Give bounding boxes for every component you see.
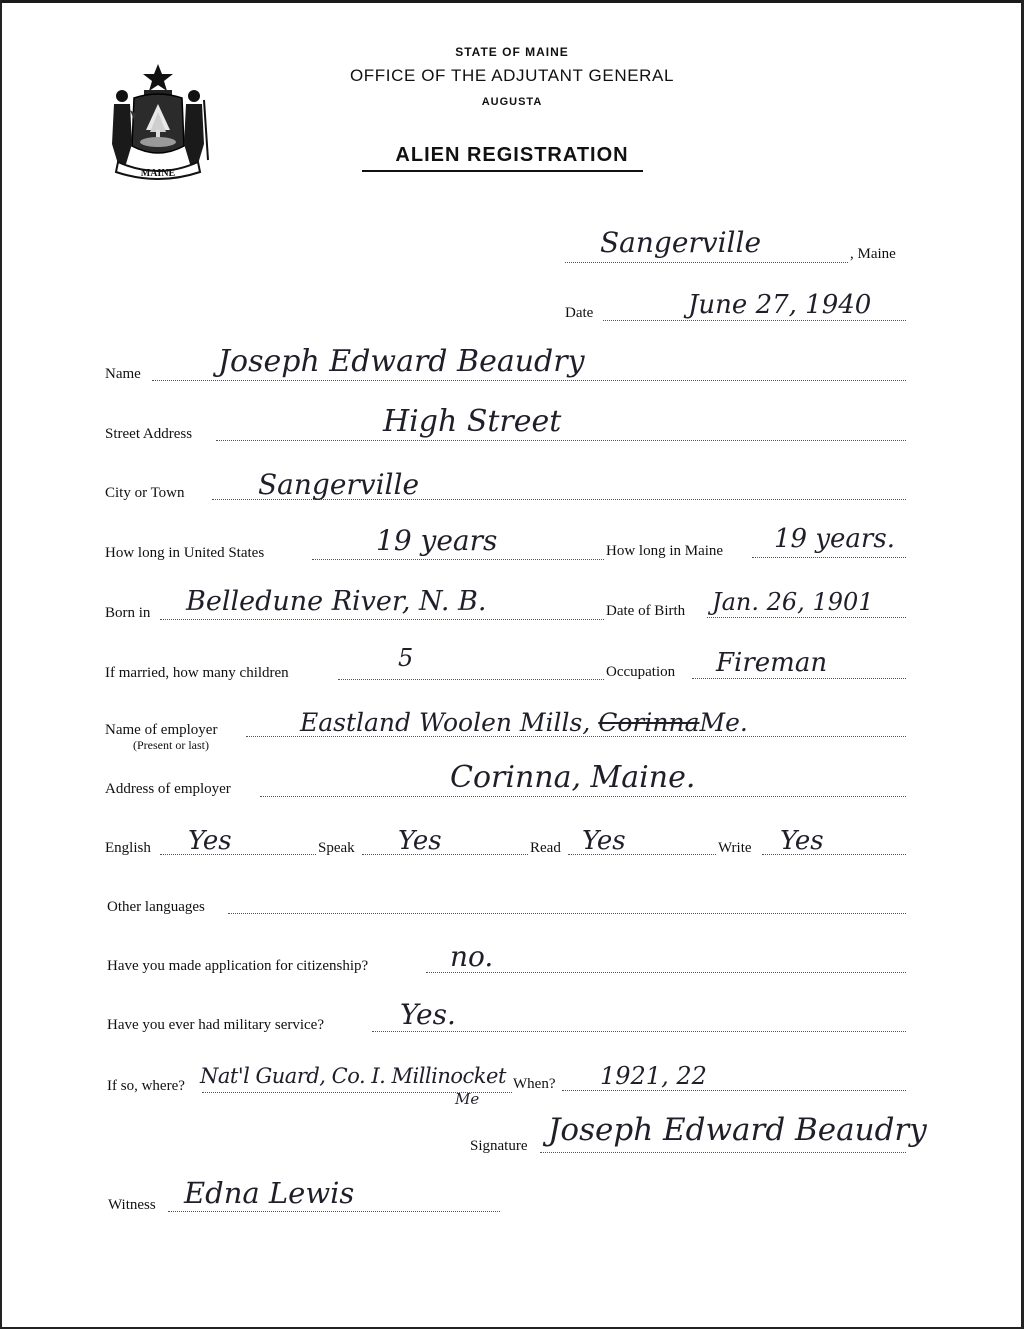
where-sub: Me [455,1090,480,1108]
dob-label: Date of Birth [606,603,686,619]
born-line [160,619,604,620]
citizenship-line [426,972,906,973]
date-value: June 27, 1940 [688,290,872,320]
scan-edge-top [0,0,1024,3]
city-value: Sangerville [258,468,420,501]
witness-value: Edna Lewis [184,1176,355,1210]
seal-banner-text: MAINE [140,168,176,179]
occupation-label: Occupation [606,664,676,680]
place-line [565,262,848,263]
read-value: Yes [582,826,626,856]
employer-label: Name of employer [105,722,218,738]
english-line [160,854,316,855]
witness-label: Witness [108,1197,156,1213]
name-value: Joseph Edward Beaudry [218,344,585,379]
where-label: If so, where? [107,1078,185,1094]
children-label: If married, how many children [105,665,289,681]
employer-address-value: Corinna, Maine. [450,760,696,795]
read-label: Read [530,840,561,856]
maine-duration-value: 19 years. [774,524,895,554]
header-city: AUGUSTA [481,96,543,108]
where-value: Nat'l Guard, Co. I. Millinocket [200,1064,506,1088]
english-label: English [105,840,151,856]
form-title: ALIEN REGISTRATION [395,144,629,166]
street-label: Street Address [105,426,193,442]
witness-line [168,1211,500,1212]
military-line [372,1031,906,1032]
title-underline [362,170,643,172]
when-label: When? [513,1076,556,1092]
children-value: 5 [398,644,414,672]
street-line [216,440,906,441]
children-line [338,679,604,680]
speak-label: Speak [318,840,355,856]
employer-address-label: Address of employer [105,781,231,797]
military-label: Have you ever had military service? [107,1017,324,1033]
employer-name: Eastland Woolen Mills, [300,708,591,737]
citizenship-value: no. [450,940,494,973]
signature-value: Joseph Edward Beaudry [548,1112,927,1148]
when-line [562,1090,906,1091]
us-duration-label: How long in United States [105,545,265,561]
other-languages-line [228,913,906,914]
city-label: City or Town [105,485,185,501]
employer-tail: Me. [699,708,748,737]
occupation-value: Fireman [716,648,828,678]
signature-label: Signature [470,1138,528,1154]
employer-struck-text: Corinna [598,708,700,737]
english-value: Yes [188,826,232,856]
employer-value [300,708,748,737]
born-value: Belledune River, N. B. [186,586,487,617]
write-label: Write [718,840,752,856]
speak-line [362,854,528,855]
dob-value: Jan. 26, 1901 [712,588,874,616]
maine-duration-line [752,557,906,558]
dob-line [707,617,906,618]
citizenship-label: Have you made application for citizenship? [107,958,369,974]
maine-duration-label: How long in Maine [606,543,724,559]
speak-value: Yes [398,826,442,856]
employer-sublabel: (Present or last) [133,738,209,752]
military-value: Yes. [400,998,456,1031]
signature-line [540,1152,906,1153]
header-state: STATE OF MAINE [455,45,569,59]
born-label: Born in [105,605,151,621]
us-duration-line [312,559,604,560]
place-value: Sangerville [600,226,762,259]
other-languages-label: Other languages [107,899,205,915]
name-line [152,380,906,381]
date-label: Date [565,305,594,321]
street-value: High Street [383,404,562,439]
place-suffix: , Maine [850,246,896,262]
employer-address-line [260,796,906,797]
name-label: Name [105,366,141,382]
when-value: 1921, 22 [600,1062,707,1090]
header-office: OFFICE OF THE ADJUTANT GENERAL [349,66,675,85]
occupation-line [692,678,906,679]
us-duration-value: 19 years [376,524,498,557]
date-line [603,320,906,321]
write-value: Yes [780,826,824,856]
scan-edge-left [0,0,2,1329]
